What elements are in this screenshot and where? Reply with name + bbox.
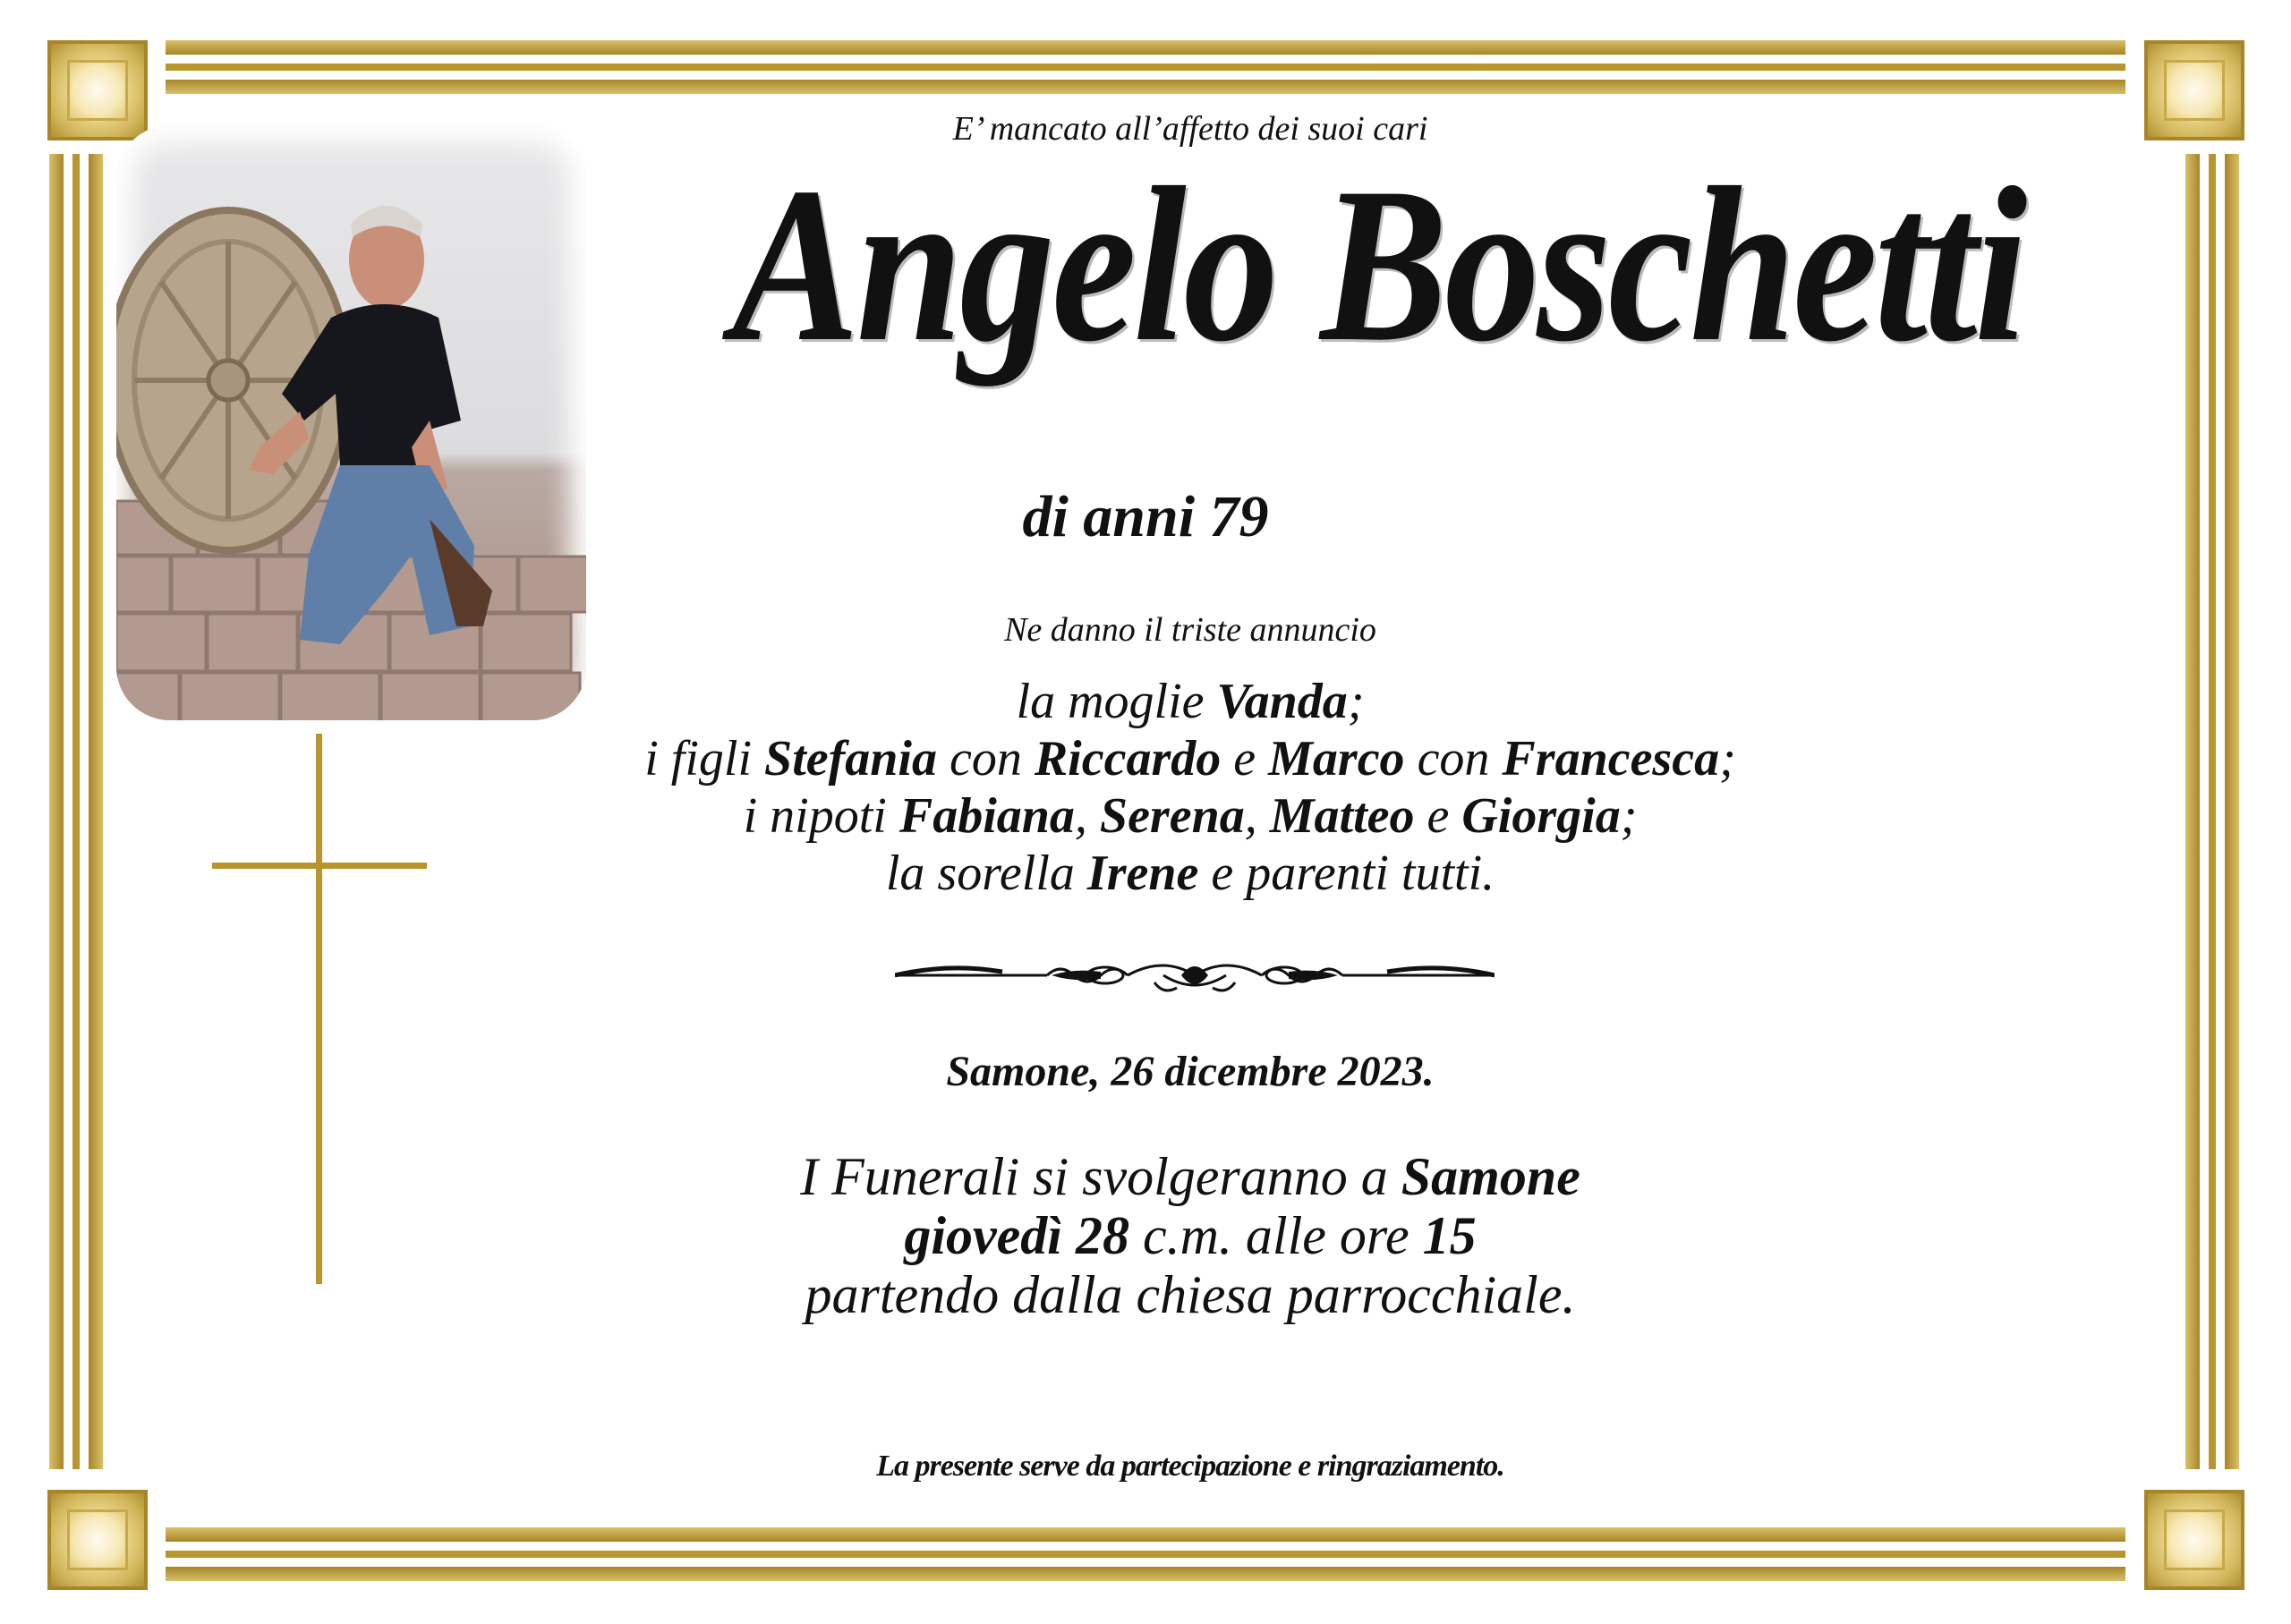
latin-cross-icon: [316, 734, 322, 1284]
funeral-line-place: I Funerali si svolgeranno a Samone: [800, 1147, 1580, 1206]
frame-left-band: [49, 154, 106, 1469]
frame-right-band: [2185, 154, 2243, 1469]
intro-text: E’ mancato all’affetto dei suoi cari: [952, 110, 1428, 148]
frame-top-band: [166, 40, 2125, 98]
announcement-intro: Ne danno il triste annuncio: [1004, 611, 1376, 649]
closing-note: La presente serve da partecipazione e ringraziamento.: [876, 1450, 1504, 1483]
family-line-grandchildren: i nipoti Fabiana, Serena, Matteo e Giorgia;: [743, 788, 1638, 844]
frame-bottom-band: [166, 1527, 2125, 1585]
latin-cross-bar: [212, 863, 427, 869]
funeral-info: [609, 1147, 1772, 1324]
flourish-divider-icon: [895, 956, 1495, 995]
frame-corner-bottom-right: [2144, 1490, 2244, 1590]
family-list: [501, 673, 1879, 902]
deceased-age: di anni 79: [1022, 484, 1269, 549]
funeral-line-departure: partendo dalla chiesa parrocchiale.: [805, 1265, 1576, 1324]
frame-corner-bottom-left: [47, 1490, 148, 1590]
frame-corner-top-right: [2144, 40, 2244, 140]
funeral-line-time: giovedì 28 c.m. alle ore 15: [904, 1206, 1477, 1265]
frame-corner-top-left: [47, 40, 148, 140]
family-line-sister: la sorella Irene e parenti tutti.: [885, 846, 1495, 901]
family-line-children: i figli Stefania con Riccardo e Marco con Francesca;: [644, 731, 1736, 786]
deceased-name: Angelo Boschetti: [732, 141, 2024, 387]
date-place: Samone, 26 dicembre 2023.: [946, 1048, 1435, 1095]
portrait-photo: [116, 125, 586, 720]
family-line-wife: la moglie Vanda;: [1016, 674, 1365, 729]
